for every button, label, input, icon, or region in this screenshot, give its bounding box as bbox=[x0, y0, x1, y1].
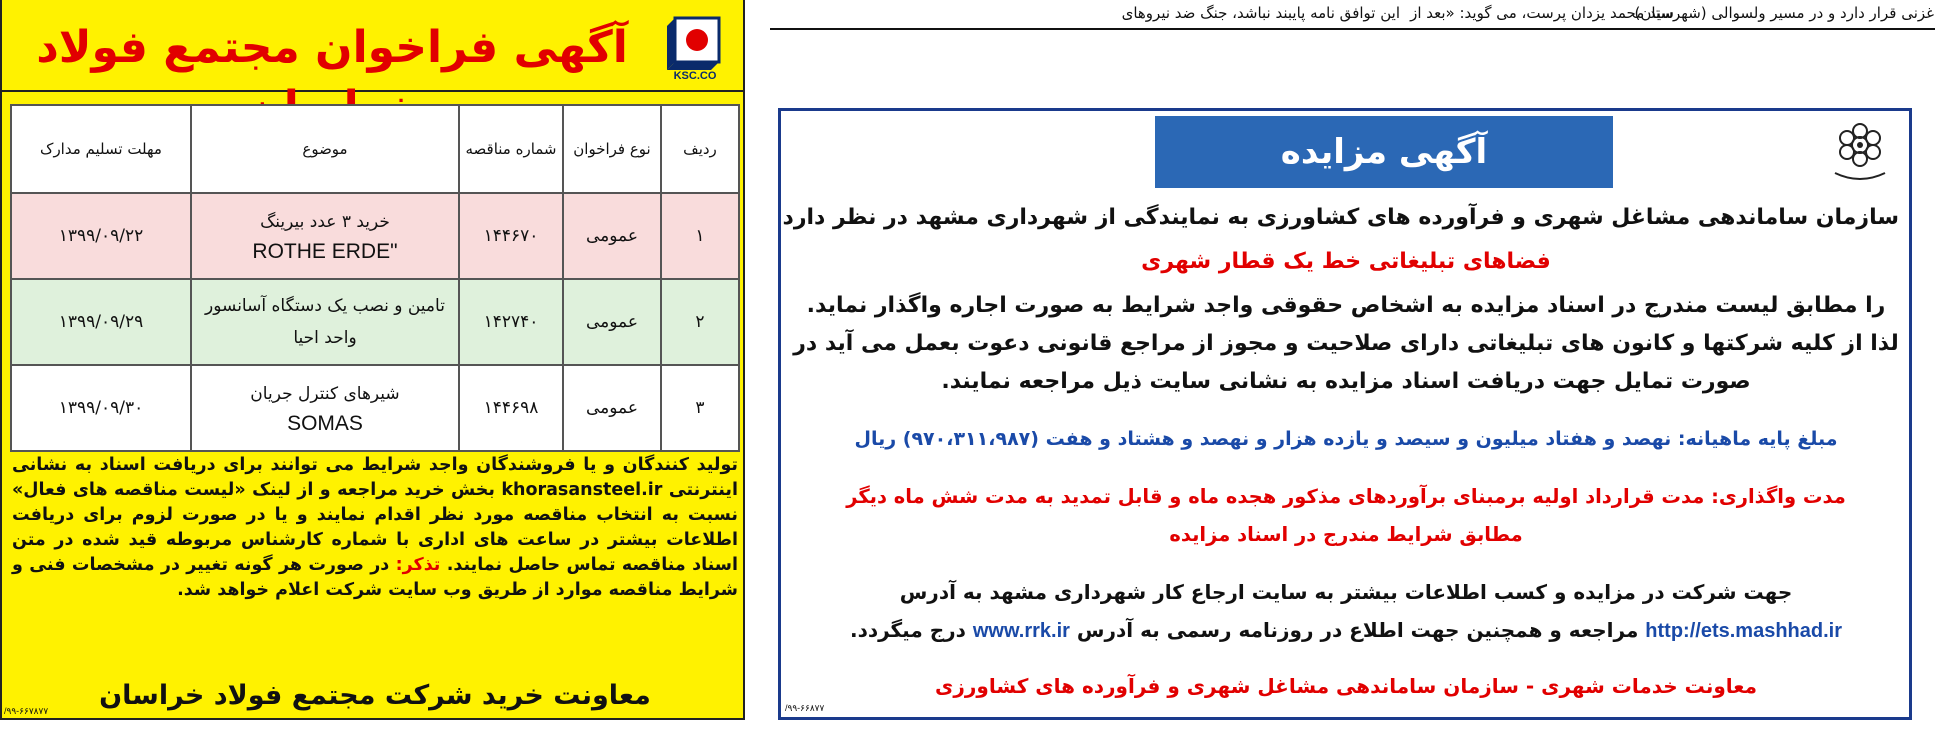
table-row bbox=[11, 279, 739, 365]
ad-header bbox=[2, 0, 743, 92]
cell-number: ۱۴۴۶۷۰ bbox=[459, 193, 563, 279]
cell-row-no: ۱ bbox=[661, 193, 739, 279]
duration-line-1: مدت واگذاری: مدت قرارداد اولیه برمبنای برآوردهای مذکور هجده ماه و قابل تمدید به مدت شش ماه دیگر bbox=[846, 485, 1846, 508]
cell-type: عمومی bbox=[563, 193, 661, 279]
cell-deadline: ۱۳۹۹/۰۹/۲۲ bbox=[11, 193, 191, 279]
instructions-text: تولید کنندگان و یا فروشندگان واجد شرایط می توانند برای دریافت اسناد به نشانی اینترنتی khorasansteel.ir بخش خرید مراجعه و از لینک «لیست مناقصه های فعال» نسبت به انتخاب مناقصه مورد نظر اقدام نمایند و یا در صورت لزوم برای دریافت اطلاعات بیشتر در ساعت های اداری با شماره کارشناس مربوطه قید شده در متن اسناد مناقصه تماس حاصل نمایند. bbox=[12, 455, 739, 575]
duration-line-2: مطابق شرایط مندرج در اسناد مزایده bbox=[1169, 523, 1523, 546]
cell-type: عمومی bbox=[563, 365, 661, 451]
news-column-3: غزنی قرار دارد و در مسیر ولسوالی (شهرستان) bbox=[1634, 4, 1934, 22]
cell-row-no: ۲ bbox=[661, 279, 739, 365]
subject-text: شیرهای کنترل جریان bbox=[250, 384, 400, 404]
ad-signature: معاونت خرید شرکت مجتمع فولاد خراسان bbox=[99, 680, 651, 711]
header-subject: موضوع bbox=[191, 105, 459, 193]
note-text: در صورت هر گونه تغییر در مشخصات فنی و شرایط مناقصه موارد از طریق وب سایت شرکت اعلام خواهد شد. bbox=[12, 555, 738, 600]
auction-ad bbox=[778, 108, 1912, 720]
news-column-2: سید محمد یزدان پرست، می گوید: «بعد از bbox=[1410, 4, 1674, 22]
base-price: مبلغ پایه ماهیانه: نهصد و هفتاد میلیون و سیصد و یازده هزار و نهصد و هشتاد و هفت (۹۷۰،۳۱۱،۹۸۷) ریال bbox=[854, 428, 1838, 450]
intro-text: سازمان ساماندهی مشاغل شهری و فرآورده های کشاورزی به نمایندگی از شهرداری مشهد در نظر دارد bbox=[782, 205, 1899, 230]
participation-mid-text: مراجعه و همچنین جهت اطلاع در روزنامه رسمی به آدرس bbox=[1076, 618, 1639, 642]
cell-number: ۱۴۲۷۴۰ bbox=[459, 279, 563, 365]
table-row bbox=[11, 193, 739, 279]
cell-subject bbox=[191, 193, 459, 279]
tender-table bbox=[10, 104, 740, 452]
cell-subject: تامین و نصب یک دستگاه آسانسور واحد احیا bbox=[191, 279, 459, 365]
mashhad-municipality-logo-icon bbox=[1825, 117, 1895, 189]
body-line-2: لذا از کلیه شرکتها و کانون های تبلیغاتی دارای صلاحیت و مجوز از مراجع قانونی دعوت بعمل می آید در bbox=[793, 331, 1899, 356]
participation-line-2 bbox=[793, 615, 1899, 646]
ad-body-text bbox=[12, 453, 738, 603]
subject-latin-text: SOMAS bbox=[287, 412, 363, 435]
table-row bbox=[11, 365, 739, 451]
header-type: نوع فراخوان bbox=[563, 105, 661, 193]
table-header-row bbox=[11, 105, 739, 193]
ksc-logo-caption: KSC.CO bbox=[673, 70, 717, 82]
news-strip bbox=[770, 0, 1935, 30]
khorasan-steel-tender-ad bbox=[0, 0, 745, 720]
participation-line-1: جهت شرکت در مزایده و کسب اطلاعات بیشتر به سایت ارجاع کار شهرداری مشهد به آدرس bbox=[899, 580, 1793, 604]
rrk-link[interactable]: www.rrk.ir bbox=[972, 620, 1070, 642]
cell-number: ۱۴۴۶۹۸ bbox=[459, 365, 563, 451]
cell-deadline: ۱۳۹۹/۰۹/۳۰ bbox=[11, 365, 191, 451]
ksc-logo bbox=[657, 4, 733, 88]
cell-type: عمومی bbox=[563, 279, 661, 365]
ad-signature: معاونت خدمات شهری - سازمان ساماندهی مشاغل شهری و فرآورده های کشاورزی bbox=[935, 674, 1757, 698]
header-number: شماره مناقصه bbox=[459, 105, 563, 193]
cell-deadline: ۱۳۹۹/۰۹/۲۹ bbox=[11, 279, 191, 365]
ets-link[interactable]: http://ets.mashhad.ir bbox=[1645, 620, 1842, 642]
body-line-1: را مطابق لیست مندرج در اسناد مزایده به اشخاص حقوقی واجد شرایط به صورت اجاره واگذار نماید. bbox=[806, 293, 1886, 318]
header-row-no: ردیف bbox=[661, 105, 739, 193]
body-line-3: صورت تمایل جهت دریافت اسناد مزایده به نشانی سایت ذیل مراجعه نمایند. bbox=[941, 369, 1751, 394]
news-column-1: این توافق نامه پایبند نباشد، جنگ ضد نیروهای bbox=[1121, 4, 1400, 22]
header-deadline: مهلت تسلیم مدارک bbox=[11, 105, 191, 193]
ad-code: /۹۹-۶۶۷۸۷۷ bbox=[4, 706, 49, 716]
auction-subject: فضاهای تبلیغاتی خط یک قطار شهری bbox=[1141, 249, 1551, 274]
cell-row-no: ۳ bbox=[661, 365, 739, 451]
ad-code: /۹۹-۶۶۸۷۷ bbox=[785, 703, 825, 713]
ad-title: آگهی مزایده bbox=[1155, 116, 1613, 188]
ad-title: آگهی فراخوان مجتمع فولاد bbox=[36, 22, 628, 73]
cell-subject bbox=[191, 365, 459, 451]
note-label: تذکر: bbox=[395, 555, 441, 575]
participation-end-text: درج میگردد. bbox=[849, 618, 966, 642]
subject-text: خرید ۳ عدد بیرینگ bbox=[260, 212, 390, 232]
subject-latin-text: "ROTHE ERDE bbox=[252, 240, 398, 263]
ksc-cube-icon bbox=[663, 8, 727, 72]
